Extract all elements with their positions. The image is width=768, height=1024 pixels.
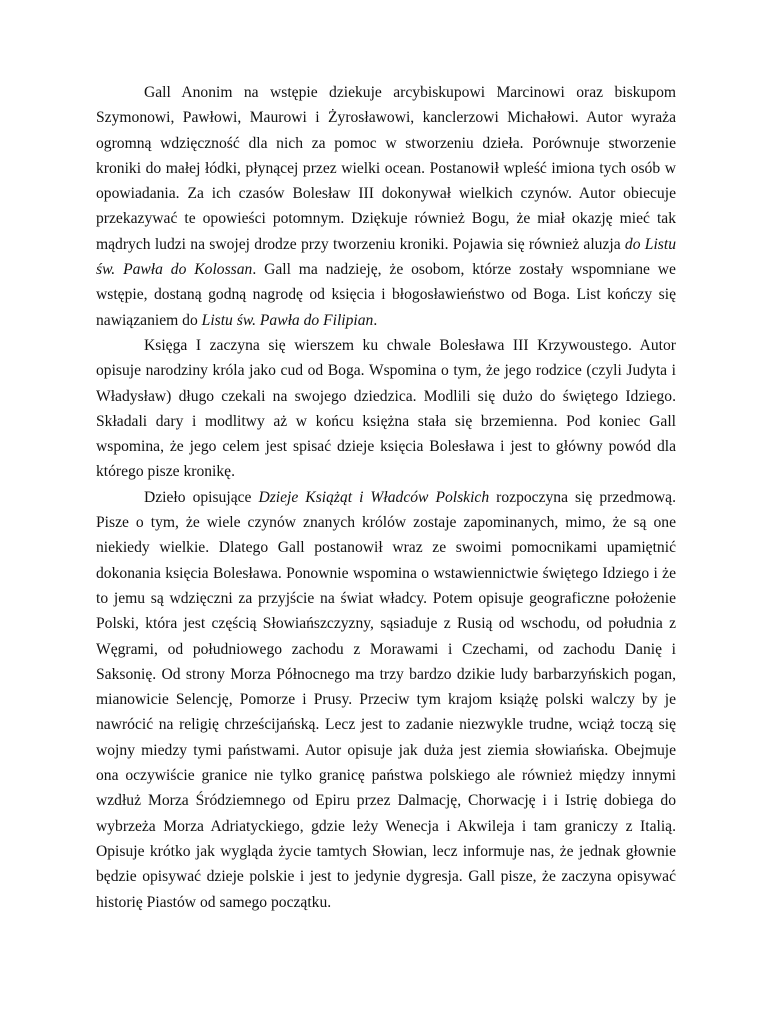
paragraph-preface [96,80,676,333]
paragraph-text: . [373,311,378,329]
paragraph-text: Dzieło opisujące [144,488,259,506]
paragraph-text: . Gall ma nadzieję, że osobom, którze zostały wspomniane we wstępie, dostaną godną nagrodę od księcia i błogosławieństwo od Boga. List kończy się nawiązaniem do [96,261,676,329]
paragraph-text: rozpoczyna się przedmową. Pisze o tym, że wiele czynów znanych królów zostaje zapominanych, mimo, że są one niekiedy wielkie. Dlatego Gall postanowił wraz ze swoimi pomocnikami upamiętnić dokonania księcia Bolesława. Ponownie wspomina o wstawiennictwie świętego Idziego i że to jemu są wdzięczni za przyjście na świat władcy. Potem opisuje geograficzne położenie Polski, która jest częścią Słowiańszczyzny, sąsiaduje z Rusią od wschodu, od południa z Węgrami, od południowego zachodu z Morawami i Czechami, od zachodu Danię i Saksonię. Od strony Morza Północnego ma trzy bardzo dzikie ludy barbarzyńskich pogan, mianowicie Selencję, Pomorze i Prusy. Przeciw tym krajom książę polski walczy by je nawrócić na religię chrześcijańską. Lecz jest to zadanie niezwykle trudne, wciąż toczą się wojny miedzy tymi państwami. Autor opisuje jak duża jest ziemia słowiańska. Obejmuje ona oczywiście granice nie tylko granicę państwa polskiego ale również między innymi wzdłuż Morza Śródziemnego od Epiru przez Dalmację, Chorwację i i Istrię dobiega do wybrzeża Morza Adriatyckiego, gdzie leży Wenecja i Akwileja i tam graniczy z Italią. Opisuje krótko jak wygląda życie tamtych Słowian, lecz informuje nas, że jednak głownie będzie opisywać dzieje polskie i jest to jedynie dygresja. Gall pisze, że zaczyna opisywać historię Piastów od samego początku. [96,488,676,911]
italic-title-philippians: Listu św. Pawła do Filipian [201,311,374,329]
italic-title-colossians: do Listu św. Pawła do Kolossan [96,235,676,279]
paragraph-text: Gall Anonim na wstępie dziekuje arcybiskupowi Marcinowi oraz biskupom Szymonowi, Pawłowi, Maurowi i Żyrosławowi, kanclerzowi Michałowi. Autor wyraża ogromną wdzięczność dla nich za pomoc w stworzeniu dzieła. Porównuje stworzenie kroniki do małej łódki, płynącej przez wielki ocean. Postanowił wpleść imiona tych osób w opowiadania. Za ich czasów Bolesław III dokonywał wielkich czynów. Autor obiecuje przekazywać te opowieści potomnym. Dziękuje również Bogu, że miał okazję mieć tak mądrych ludzi na swojej drodze przy tworzeniu kroniki. Pojawia się również aluzja [96,84,676,253]
italic-title-chronicle: Dzieje Książąt i Władców Polskich [258,488,490,506]
document-page [96,80,676,915]
paragraph-geography [96,485,676,915]
paragraph-text: Księga I zaczyna się wierszem ku chwale Bolesława III Krzywoustego. Autor opisuje narodziny króla jako cud od Boga. Wspomina o tym, że jego rodzice (czyli Judyta i Władysław) długo czekali na swojego dziedzica. Modlili się dużo do świętego Idziego. Składali dary i modlitwy aż w końcu księżna stała się brzemienna. Pod koniec Gall wspomina, że jego celem jest spisać dzieje księcia Bolesława i jest to główny powód dla którego pisze kronikę. [96,336,676,481]
paragraph-book-one [96,333,676,485]
